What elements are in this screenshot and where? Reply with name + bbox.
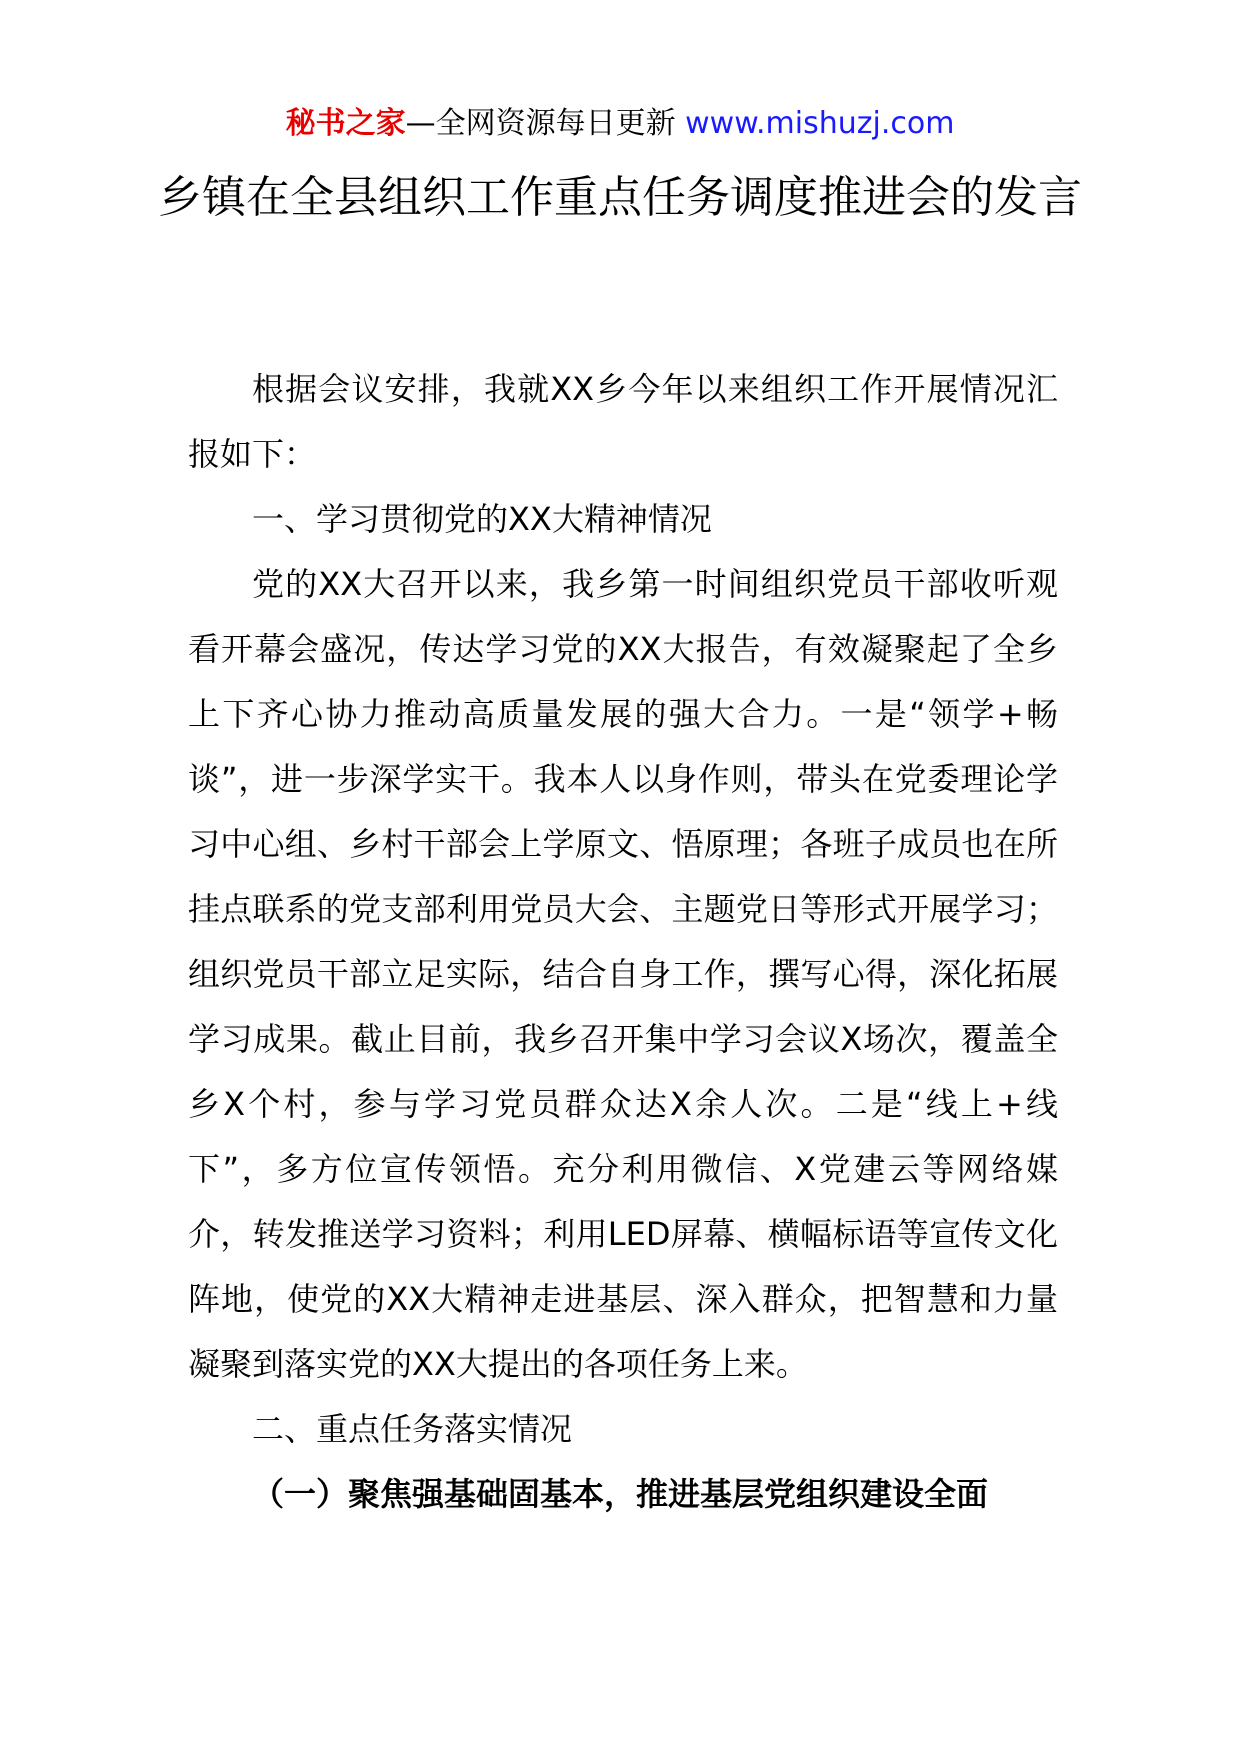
banner-tagline: —全网资源每日更新 (405, 106, 686, 141)
banner-site-link[interactable]: www.mishuzj.com (685, 106, 955, 141)
section-1-paragraph: 党的XX大召开以来，我乡第一时间组织党员干部收听观看开幕会盛况，传达学习党的XX大报告，有效凝聚起了全乡上下齐心协力推动高质量发展的强大合力。一是“领学+畅谈”，进一步深学实干。我本人以身作则，带头在党委理论学习中心组、乡村干部会上学原文、悟原理；各班子成员也在所挂点联系的党支部利用党员大会、主题党日等形式开展学习；组织党员干部立足实际，结合自身工作，撰写心得，深化拓展学习成果。截止目前，我乡召开集中学习会议X场次，覆盖全乡X个村，参与学习党员群众达X余人次。二是“线上+线下”，多方位宣传领悟。充分利用微信、X党建云等网络媒介，转发推送学习资料；利用LED屏幕、横幅标语等宣传文化阵地，使党的XX大精神走进基层、深入群众，把智慧和力量凝聚到落实党的XX大提出的各项任务上来。 (188, 565, 1058, 1383)
section-heading-1: 一、学习贯彻党的XX大精神情况 (252, 500, 712, 538)
site-banner (0, 104, 1240, 144)
document-body (188, 357, 1058, 1527)
intro-paragraph: 根据会议安排，我就XX乡今年以来组织工作开展情况汇报如下： (188, 370, 1058, 473)
section-heading-2: 二、重点任务落实情况 (252, 1410, 573, 1448)
document-title: 乡镇在全县组织工作重点任务调度推进会的发言 (158, 172, 1082, 223)
subsection-heading-1: （一）聚焦强基础固基本，推进基层党组织建设全面 (252, 1475, 989, 1513)
banner-brand: 秘书之家 (285, 106, 406, 141)
